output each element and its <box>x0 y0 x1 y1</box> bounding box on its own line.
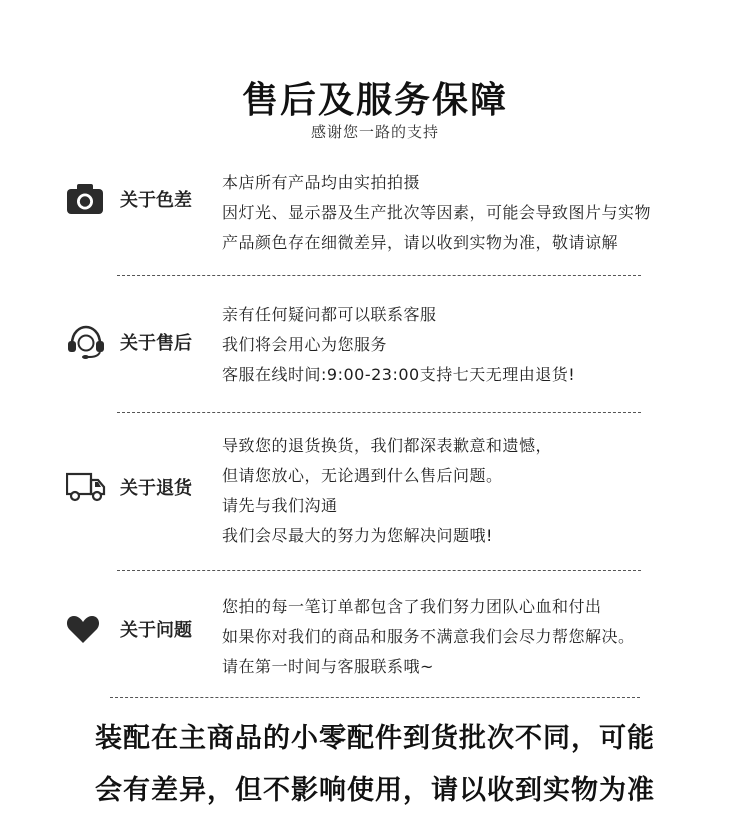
divider <box>117 570 641 571</box>
section-label: 关于退货 <box>120 478 192 499</box>
divider <box>110 697 640 698</box>
text-line: 产品颜色存在细微差异，请以收到实物为准，敬请谅解 <box>222 233 619 252</box>
text-line: 请在第一时间与客服联系哦~ <box>222 657 434 676</box>
text-line: 客服在线时间:9:00-23:00支持七天无理由退货! <box>222 365 576 384</box>
heart-icon <box>66 611 106 647</box>
text-line: 如果你对我们的商品和服务不满意我们会尽力帮您解决。 <box>222 627 635 646</box>
section-text <box>222 592 635 682</box>
section-header <box>66 181 192 217</box>
text-line: 我们会尽最大的努力为您解决问题哦! <box>222 526 493 545</box>
text-line: 本店所有产品均由实拍拍摄 <box>222 173 421 192</box>
page-subtitle: 感谢您一路的支持 <box>310 123 439 141</box>
section-header <box>66 324 192 360</box>
section-header <box>66 611 192 647</box>
text-line: 但请您放心，无论遇到什么售后问题。 <box>222 466 503 485</box>
text-line: 亲有任何疑问都可以联系客服 <box>222 305 437 324</box>
text-line: 导致您的退货换货，我们都深表歉意和遗憾， <box>222 436 553 455</box>
footer-notice-line-2: 会有差异，但不影响使用，请以收到实物为准 <box>95 775 655 806</box>
text-line: 因灯光、显示器及生产批次等因素，可能会导致图片与实物 <box>222 203 652 222</box>
divider <box>117 275 641 276</box>
text-line: 您拍的每一笔订单都包含了我们努力团队心血和付出 <box>222 597 602 616</box>
text-line: 请先与我们沟通 <box>222 496 338 515</box>
page-title: 售后及服务保障 <box>241 80 508 121</box>
camera-icon <box>66 181 106 217</box>
section-text <box>222 431 552 551</box>
headset-icon <box>66 324 106 360</box>
section-label: 关于问题 <box>120 620 192 641</box>
section-label: 关于色差 <box>120 190 192 211</box>
section-text <box>222 300 575 390</box>
section-label: 关于售后 <box>120 333 192 354</box>
section-text <box>222 168 651 258</box>
text-line: 我们将会用心为您服务 <box>222 335 388 354</box>
truck-icon <box>66 469 106 505</box>
section-header <box>66 469 192 505</box>
divider <box>117 412 641 413</box>
footer-notice-line-1: 装配在主商品的小零配件到货批次不同，可能 <box>95 723 655 754</box>
